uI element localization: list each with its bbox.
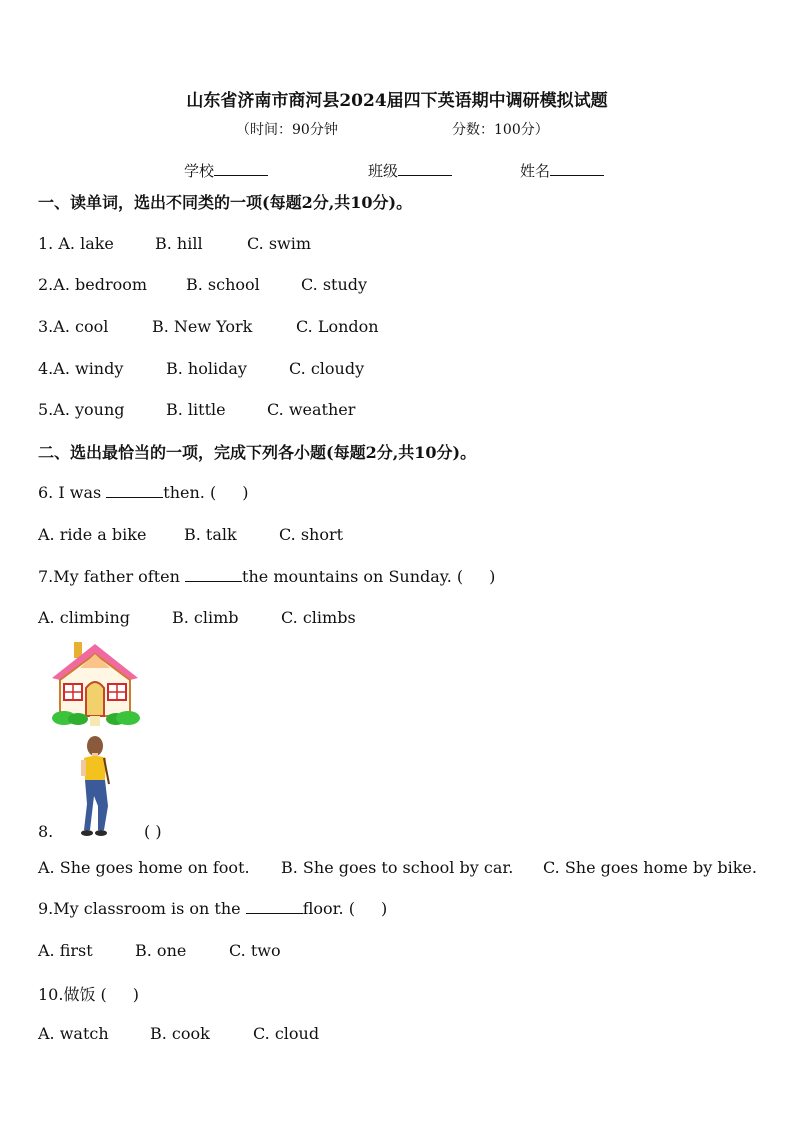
q7-text-post: the mountains on Sunday. ( xyxy=(242,567,464,586)
q6-option-b: B. talk xyxy=(184,525,237,544)
q1-option-c: C. swim xyxy=(247,234,312,253)
q9-option-c: C. two xyxy=(229,941,281,960)
q6-blank xyxy=(106,497,163,498)
q3-option-a: 3.A. cool xyxy=(38,317,109,336)
q7-blank xyxy=(185,581,242,582)
school-label: 学校 xyxy=(184,162,215,180)
name-label: 姓名 xyxy=(520,162,551,180)
q6-option-c: C. short xyxy=(279,525,344,544)
class-label: 班级 xyxy=(368,162,399,180)
q7-option-c: C. climbs xyxy=(281,608,356,627)
section2-heading: 二、选出最恰当的一项，完成下列各小题(每题2分,共10分)。 xyxy=(38,443,477,462)
q4-option-c: C. cloudy xyxy=(289,359,365,378)
q9-text-pre: 9.My classroom is on the xyxy=(38,899,241,918)
q9-option-b: B. one xyxy=(135,941,187,960)
q7-paren-close: ) xyxy=(489,567,496,586)
exam-time: （时间：90分钟 xyxy=(236,122,338,138)
girl-walking-icon xyxy=(74,734,114,838)
q6-text-pre: 6. I was xyxy=(38,483,102,502)
q8-option-a: A. She goes home on foot. xyxy=(38,858,250,877)
q3-option-c: C. London xyxy=(296,317,379,336)
q6-text-post: then. ( xyxy=(163,483,217,502)
q3-option-b: B. New York xyxy=(152,317,253,336)
q2-option-b: B. school xyxy=(186,275,260,294)
q4-option-b: B. holiday xyxy=(166,359,247,378)
q9-blank xyxy=(246,913,303,914)
exam-score: 分数：100分） xyxy=(452,122,549,138)
q9-option-a: A. first xyxy=(38,941,93,960)
name-blank xyxy=(550,175,604,176)
q6-option-a: A. ride a bike xyxy=(38,525,147,544)
q9-stem xyxy=(38,899,387,918)
q10-stem xyxy=(38,982,139,1005)
q4-option-a: 4.A. windy xyxy=(38,359,124,378)
q5-option-c: C. weather xyxy=(267,400,356,419)
class-blank xyxy=(398,175,452,176)
school-field xyxy=(184,160,268,181)
q8-paren: ( ) xyxy=(144,822,162,841)
q6-paren-close: ) xyxy=(242,483,249,502)
q1-option-a: 1. A. lake xyxy=(38,234,114,253)
class-field xyxy=(368,160,452,181)
q7-text-pre: 7.My father often xyxy=(38,567,180,586)
q10-option-a: A. watch xyxy=(38,1024,109,1043)
q8-option-c: C. She goes home by bike. xyxy=(543,858,757,877)
q7-option-a: A. climbing xyxy=(38,608,130,627)
q1-option-b: B. hill xyxy=(155,234,203,253)
q10-text-pre: 10.做饭 ( xyxy=(38,985,107,1004)
q9-paren-close: ) xyxy=(380,899,388,918)
q9-text-post: floor. ( xyxy=(302,899,355,918)
q6-stem xyxy=(38,483,248,502)
school-blank xyxy=(214,175,268,176)
q8-option-b: B. She goes to school by car. xyxy=(281,858,514,877)
q8-number: 8. xyxy=(38,822,54,841)
name-field xyxy=(520,160,604,181)
q7-option-b: B. climb xyxy=(172,608,239,627)
page-title: 山东省济南市商河县2024届四下英语期中调研模拟试题 xyxy=(186,91,608,111)
q7-stem xyxy=(38,567,495,586)
q10-option-b: B. cook xyxy=(150,1024,210,1043)
house-icon xyxy=(50,640,140,730)
q2-option-c: C. study xyxy=(301,275,368,294)
q5-option-b: B. little xyxy=(166,400,226,419)
q10-paren-close: ) xyxy=(132,985,140,1004)
section1-heading: 一、读单词，选出不同类的一项(每题2分,共10分)。 xyxy=(38,193,413,212)
q2-option-a: 2.A. bedroom xyxy=(38,275,148,294)
q10-option-c: C. cloud xyxy=(253,1024,320,1043)
q5-option-a: 5.A. young xyxy=(38,400,125,419)
